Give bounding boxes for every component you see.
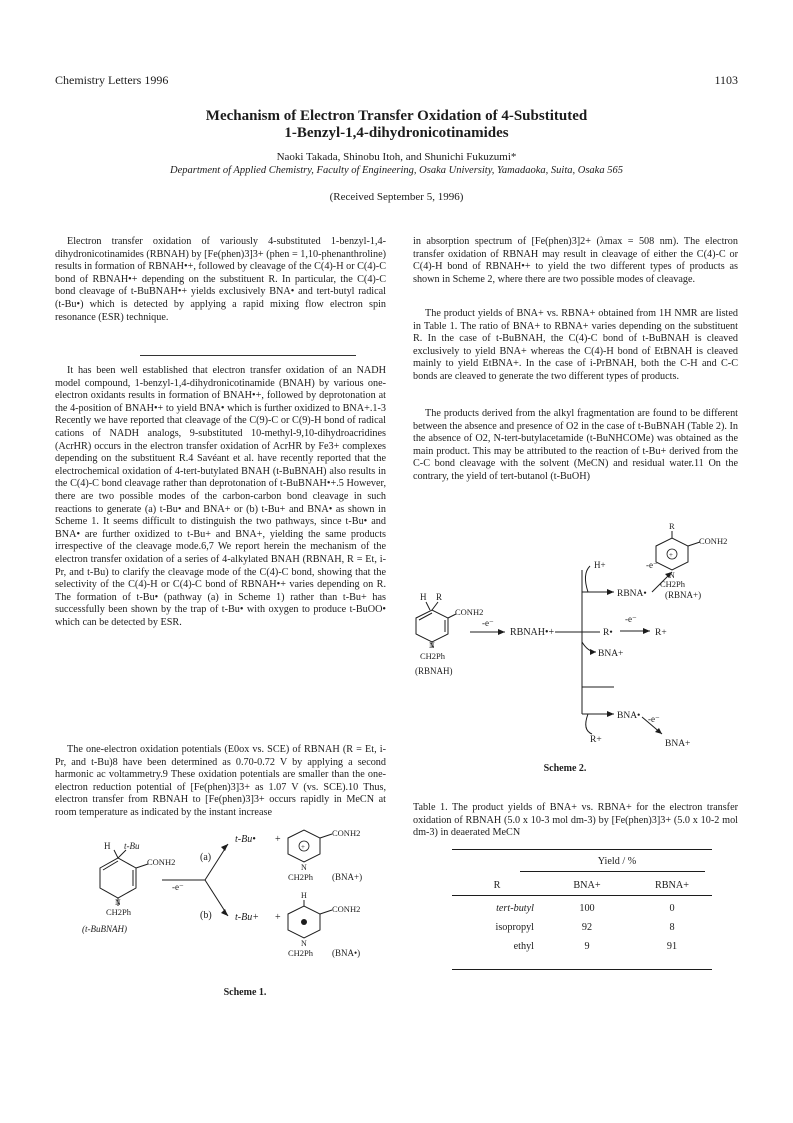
scheme1-conh2-a: CONH2 xyxy=(332,828,361,838)
journal-header: Chemistry Letters 1996 xyxy=(55,73,169,87)
scheme1-ch2ph-b: CH2Ph xyxy=(288,948,314,958)
scheme1-conh2-reactant: CONH2 xyxy=(147,857,176,867)
scheme2-h-plus: H+ xyxy=(594,560,606,570)
table-1-cell-rbna: 0 xyxy=(669,903,675,914)
table-1-top-rule xyxy=(452,849,712,850)
table-1-cell-bna: 100 xyxy=(579,903,595,914)
abstract: Electron transfer oxidation of variously 4-substituted 1-benzyl-1,4-dihydronicotinamides (RBNAH) by [Fe(phen)3]3+ (phen = 1,10-phenanthroline) results in formation of RBNAH•+, followed by cleavage of the C(4)-H or C(4)-C bond of RBNAH•+ depending on the substituent R. In particular, the C(4)-C bond cleavage of t-BuBNAH•+ yields exclusively BNA• and tert-butyl radical (t-Bu•) which is detected by applying a rapid mixing flow electron spin resonance (ESR) technique. xyxy=(55,236,386,323)
paper-title-line1: Mechanism of Electron Transfer Oxidation of 4-Substituted xyxy=(205,108,588,124)
scheme1-path-b: (b) xyxy=(200,910,212,921)
table-1-yield-rule xyxy=(520,871,705,872)
authors: Naoki Takada, Shinobu Itoh, and Shunichi Fukuzumi* xyxy=(276,151,517,163)
reactant-ring xyxy=(100,858,136,898)
scheme2-r-radical: R• xyxy=(603,628,613,638)
scheme-2-diagram xyxy=(410,522,740,752)
scheme1-plus-a: + xyxy=(275,834,281,845)
scheme2-bna-radical: BNA• xyxy=(617,711,641,721)
scheme2-bna-plus-lower: BNA+ xyxy=(665,739,691,749)
affiliation: Department of Applied Chemistry, Faculty of Engineering, Osaka University, Yamadaoka, Suita, Osaka 565 xyxy=(170,165,623,176)
scheme2-conh2-product: CONH2 xyxy=(699,536,728,546)
scheme1-minus-e: -e⁻ xyxy=(172,882,184,892)
scheme1-tbu-radical: t-Bu• xyxy=(235,834,256,845)
scheme2-n-reactant: N xyxy=(429,641,435,650)
scheme1-path-a: (a) xyxy=(200,852,212,863)
scheme2-minus-e-3: -e⁻ xyxy=(625,614,637,624)
scheme2-ch2ph-product: CH2Ph xyxy=(660,579,686,589)
scheme1-bna-plus-label: (BNA+) xyxy=(332,872,363,882)
scheme2-reactant-ring xyxy=(416,610,448,642)
scheme1-ch2ph-a: CH2Ph xyxy=(288,872,314,882)
table-1-cell-bna: 9 xyxy=(584,941,590,952)
table-1-cell-rbna: 8 xyxy=(669,922,675,933)
table-1-yield-header-wrap xyxy=(452,856,712,867)
scheme2-ch2ph-reactant: CH2Ph xyxy=(420,651,446,661)
scheme1-h-b: H xyxy=(301,891,307,900)
table-1-header-row xyxy=(452,876,712,896)
table-1-cell-rbna: 91 xyxy=(666,941,678,952)
table-1-cell-r: ethyl xyxy=(513,941,534,952)
scheme2-h-label: H xyxy=(420,592,427,602)
table-1-cell-r: tert-butyl xyxy=(496,903,534,914)
scheme2-ring-plus: + xyxy=(669,551,673,559)
body-right-paragraph-2: The product yields of BNA+ vs. RBNA+ obtained from 1H NMR are listed in Table 1. The ratio of BNA+ to RBNA+ varies depending on the substituent R. In the case of t-BuBNAH, the C(4)-C bond of t-BuBNAH is cleaved exclusively to yield BNA+ whereas the C(4)-H bond of EtBNAH is cleaved mainly to yield EtBNA+. In the case of i-PrBNAH, both the C-H and C-C bonds are cleaved to generate the two different types of products. xyxy=(413,308,738,382)
scheme2-n-product: N xyxy=(669,571,675,580)
scheme1-ring-plus-a: + xyxy=(301,843,305,851)
table-1-caption: Table 1. The product yields of BNA+ vs. RBNA+ for the electron transfer oxidation of RBNAH (5.0 x 10-3 mol dm-3) by [Fe(phen)3]3+ (5.0 x 10-2 mol dm-3) in deaerated MeCN xyxy=(413,802,738,839)
scheme1-plus-b: + xyxy=(275,912,281,923)
scheme2-r-plus-lower: R+ xyxy=(590,735,602,745)
scheme-2-caption: Scheme 2. xyxy=(543,763,587,774)
scheme1-bna-radical-label: (BNA•) xyxy=(332,948,361,958)
scheme1-tbu-cation: t-Bu+ xyxy=(235,912,259,923)
table-1-cell-r: isopropyl xyxy=(495,922,534,933)
scheme1-reactant-label: (t-BuBNAH) xyxy=(82,924,127,934)
table-row xyxy=(452,899,712,918)
scheme2-r-product: R xyxy=(669,522,675,531)
body-right-paragraph-1: in absorption spectrum of [Fe(phen)3]2+ (λmax = 508 nm). The electron transfer oxidation of RBNAH may result in cleavage of either the C(4)-C or C(4)-H bond of RBNAH•+ to yield the two different types of products as shown in Scheme 2, where there are two possible modes of cleavage. xyxy=(413,236,738,285)
table-1-col-r: R xyxy=(493,880,501,891)
scheme1-conh2-b: CONH2 xyxy=(332,904,361,914)
scheme2-bna-plus-middle: BNA+ xyxy=(598,649,624,659)
body-left-paragraph-1: It has been well established that electron transfer oxidation of an NADH model compound, 1-benzyl-1,4-dihydronicotinamide (BNAH) by various one-electron oxidants results in formation of BNAH•+, followed by deprotonation at the 4-position of BNAH•+ to yield BNA• which is further oxidized to BNA+.1-3 Recently we have reported that cleavage of the C(9)-C or C(9)-H bond of radical cations of NADH analogs, 9-substituted 10-methyl-9,10-dihydroacridines (AcrHR) occurs in the electron transfer oxidation of AcrHR by Fe3+ complexes depending on the substituent R.4 Savéant et al. have recently reported that the electrochemical oxidation of 4-tert-butylated BNAH (t-BuBNAH) also results in the C(4)-C bond cleavage rather than deprotonation of t-BuBNAH•+.5 However, there are two possible modes of the carbon-carbon bond cleavage in such reactions to generate (a) t-Bu• and BNA+ or (b) t-Bu+ and BNA• as shown in Scheme 1. It seems difficult to distinguish the two pathways, since t-Bu• and BNA• are further oxidized to t-Bu+ and BNA+, yielding the same products irrespective of the cleavage mode.6,7 We report herein the mechanism of the electron transfer oxidation of a series of 4-alkylated BNAH (RBNAH, R = Et, i-Pr, and t-Bu) to clarify the cleavage mode of the C(4)-C bond, showing that the selectivity of the C(4)-H or C(4)-C bond of RBNAH•+ varies depending on R. The formation of t-Bu• (pathway (a) in Scheme 1) rather than t-Bu+ has successfully been shown by the trap of t-Bu• with oxygen to produce t-BuOO• which can be detected by ESR. xyxy=(55,365,386,628)
scheme1-n-b: N xyxy=(301,939,307,948)
scheme2-conh2-reactant: CONH2 xyxy=(455,607,484,617)
body-left-paragraph-2: The one-electron oxidation potentials (E0ox vs. SCE) of RBNAH (R = Et, i-Pr, and t-Bu)8 have been determined as 0.70-0.72 V by applying a second harmonic ac voltammetry.9 These oxidation potentials are smaller than the one-electron reduction potential of [Fe(phen)3]3+ as 1.07 V (vs. SCE).10 Thus, electron transfer from RBNAH to [Fe(phen)3]3+ occurs rapidly in MeCN at room temperature as indicated by the instant increase xyxy=(55,744,386,818)
scheme-1-caption: Scheme 1. xyxy=(223,987,267,998)
scheme2-minus-e-4: -e⁻ xyxy=(648,714,660,724)
table-row xyxy=(452,918,712,937)
table-1-bottom-rule xyxy=(452,969,712,970)
table-row xyxy=(452,937,712,956)
scheme2-minus-e-2: -e⁻ xyxy=(646,560,658,570)
scheme2-radical-cation: RBNAH•+ xyxy=(510,627,555,638)
scheme1-n-a: N xyxy=(301,863,307,872)
scheme2-rbna-radical: RBNA• xyxy=(617,589,647,599)
body-right-paragraph-3: The products derived from the alkyl fragmentation are found to be different between the absence and presence of O2 in the case of t-BuBNAH (Table 2). In the absence of O2, N-tert-butylacetamide (t-BuNHCOMe) was obtained as the main product. This may be attributed to the reaction of t-Bu+ derived from the C-C bond cleavage with the solvent (MeCN) and residual water.11 On the contrary, the yield of tert-butanol (t-BuOH) xyxy=(413,408,738,482)
scheme1-ch2ph-reactant: CH2Ph xyxy=(106,907,132,917)
table-1-col-rbna: RBNA+ xyxy=(654,880,690,891)
abstract-divider xyxy=(140,355,356,356)
received-date: (Received September 5, 1996) xyxy=(329,191,464,203)
scheme1-h-label: H xyxy=(104,841,111,851)
table-1-col-bna: BNA+ xyxy=(573,880,601,891)
scheme2-reactant-label: (RBNAH) xyxy=(415,666,453,676)
scheme2-r-label: R xyxy=(436,592,443,602)
scheme2-minus-e-1: -e⁻ xyxy=(482,618,494,628)
scheme2-r-plus: R+ xyxy=(655,628,667,638)
table-1-yield-header: Yield / % xyxy=(597,856,637,867)
scheme1-n-reactant: N xyxy=(115,898,121,907)
scheme1-tbu-substituent: t-Bu xyxy=(124,841,140,851)
paper-title-line2: 1-Benzyl-1,4-dihydronicotinamides xyxy=(284,125,509,141)
table-1-cell-bna: 92 xyxy=(581,922,593,933)
scheme2-rbna-plus-label: (RBNA+) xyxy=(665,590,702,600)
table-1 xyxy=(452,876,712,956)
page-number: 1103 xyxy=(714,73,738,87)
scheme-1-diagram xyxy=(70,828,390,978)
